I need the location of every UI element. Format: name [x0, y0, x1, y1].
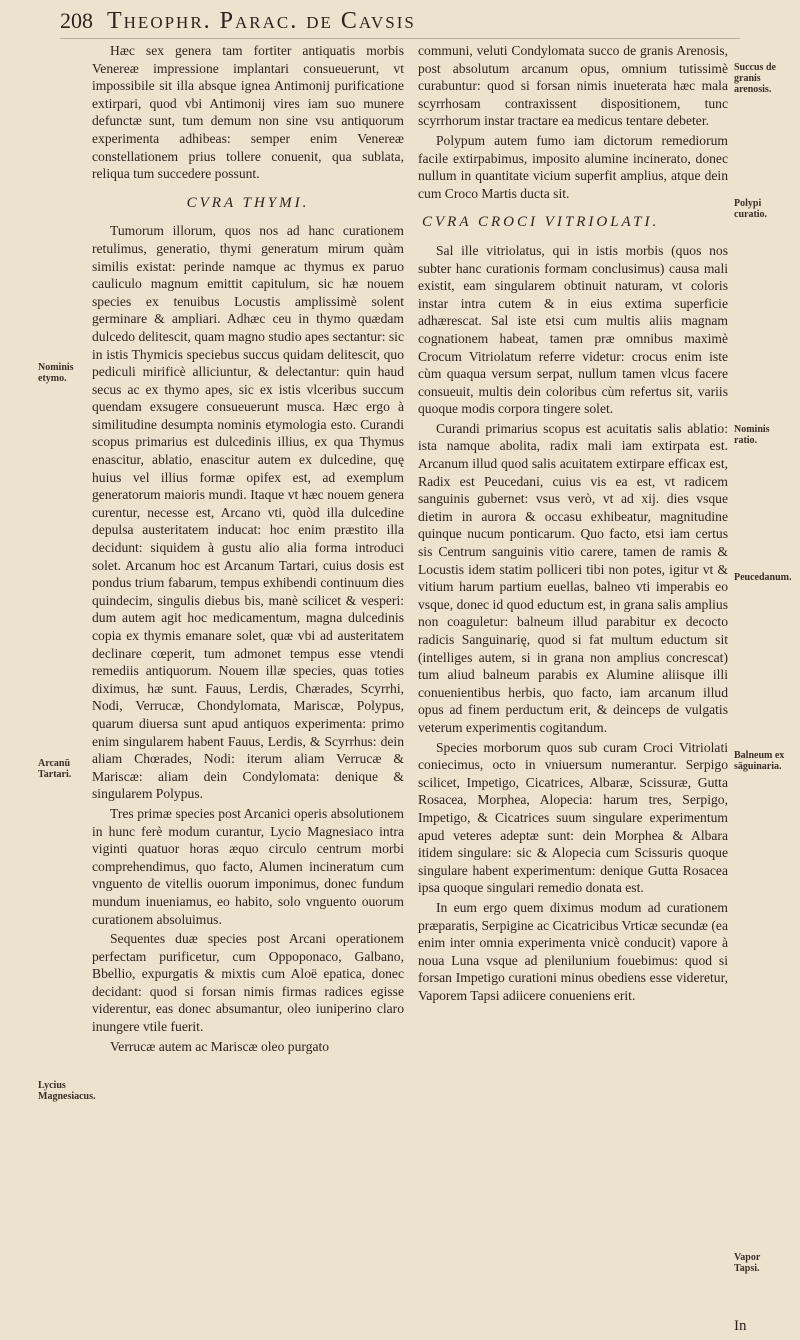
right-paragraph-1: Polypum autem fumo iam dictorum remediorum facile extirpabimus, imposito alumine incinerato, donec nullum in quantitate vicium superfit amplius, atque dein cum Croco Martis ducta sit.: [418, 132, 728, 201]
margin-note-peucedanum: Peucedanum.: [734, 572, 792, 583]
page-number: 208: [60, 8, 93, 33]
right-column: [418, 42, 728, 1006]
left-column: [92, 42, 404, 1057]
left-paragraph-4: Verrucæ autem ac Mariscæ oleo purgato: [110, 1038, 330, 1054]
margin-note-balneum: Balneum ex sāguinaria.: [734, 750, 785, 772]
section-heading-cura-croci: CVRA CROCI VITRIOLATI.: [422, 214, 660, 231]
margin-note-polypi-curatio: Polypi curatio.: [734, 198, 768, 220]
right-paragraph-4: Species morborum quos sub curam Croci Vitriolati coniecimus, octo in vniuersum numerantur. Serpigo scilicet, Impetigo, Cicatrices, Albaræ, Scissuræ, Gutta Rosacea, Morphea, Alopecia: harum tres, Serpigo, Impetigo, & Cicatrices suum singulare experimentum apud veteres adeptæ sunt: dein Morphea & Albara itidem singulare: sic & Alopecia cum Scissuris quoque singulare habent experimentum: denique Gutta Rosacea ipsa quoque singulari remedio donata est.: [418, 739, 728, 896]
left-paragraph-2: Tres primæ species post Arcanici operis absolutionem in hunc ferè modum curantur, Lycio Magnesiaco intra viginti quatuor horas æquo circulo centrum morbi comprehendimus, quo facto, Alumen incineratum cum vnguento de vitellis ouorum imponimus, donec fundum mundum inueniamus, eo habito, solo vnguento ouorum curationem absoluimus.: [92, 805, 404, 927]
left-intro-paragraph: Hæc sex genera tam fortiter antiquatis morbis Venereæ impressione implantari consueuerunt, vt impossibile sit illa absque ignea Antimonij purificatione extirpari, quod vbi Antimonij vires iam suo munere defunctæ sunt, tum demum non sine vsu antiquorum experimenta adhibeas: semper enim Venereæ constellationem prius tollere conuenit, qua sublata, reliqua tum succedere possunt.: [92, 43, 404, 182]
margin-note-lycius: Lycius Magnesiacus.: [38, 1080, 96, 1102]
left-paragraph-3: Sequentes duæ species post Arcani operationem perfectam purificetur, cum Oppoponaco, Galbano, Bbellio, expurgatis & mixtis cum Aloë epatica, donec decidant: quod si forsan nimis firmas radices egisse viderentur, eas donec absumantur, oleo iuniperino claro inungere vtile fuerit.: [92, 931, 404, 1035]
margin-note-nominis-etymo: Nominis etymo.: [38, 362, 74, 384]
right-paragraph-5: In eum ergo quem diximus modum ad curationem præparatis, Serpigine ac Cicatricibus Vrticæ secundæ (ea enim inter omnia experimenta vnicè conducit) vapore à noua Luna vsque ad plenilunium fouebimus: quod si forsan Impetigo curationi minus obediens esse videretur, Vaporem Tapsi adiicere conueniens erit.: [418, 899, 728, 1003]
margin-note-vapor-tapsi: Vapor Tapsi.: [734, 1252, 761, 1274]
margin-note-nominis-ratio: Nominis ratio.: [734, 424, 770, 446]
section-heading-cura-thymi: CVRA THYMI.: [186, 194, 310, 211]
right-paragraph-3: Curandi primarius scopus est acuitatis salis ablatio: ista namque abolita, radix mali iam extirpata est. Arcanum illud quod salis acuitatem extirpare efficax est, Radix est Peucedani, cuius vis ea est, vt radicem sanguinis gubernet: vsus verò, vt ad xij. dies vsque dietim in aurora & occasu exhibeatur, magnitudine quinque nucum ponticarum. Quo facto, etsi iam certus sis Centrum sanguinis vitio carere, tamen de ramis & Locustis idem statim polliceri tibi non potes, igitur vt & vitium harum partium euellas, balneo vti imperabis eo vsque, donec id quod eductum est, in grana salis amplius non coaguletur: balneum illud parabitur ex decocto radicis Sanguinarię, quod si fat multum eductum sit (intelliges autem, si in grana non amplius concrescat) tum aliud balneum parabis ex Alumine aliisque illi conuenientibus herbis, quo facto, iam arcanum illud opus ad finem perductum erit, & deinceps de vulgatis veterum experimentis cogitandum.: [418, 420, 728, 735]
margin-note-succus-granis: Succus de granis arenosis.: [734, 62, 776, 95]
right-paragraph-0: communi, veluti Condylomata succo de granis Arenosis, post absolutum arcanum opus, omnium tutissimè curabuntur: quod si forsan nimis inueterata hæc mala scyrrhosam contraxissent dispositionem, tunc scyrrhorum instar tractare ea medicus tentare debeter.: [418, 43, 728, 129]
running-head: [60, 8, 740, 39]
margin-note-arcanum-tartari: Arcanū Tartari.: [38, 758, 72, 780]
left-paragraph-1: Tumorum illorum, quos nos ad hanc curationem retulimus, generatio, thymi generatum mirum quàm similis existat: perinde namque ac thymus ex paruo cauliculo magnum emittit capitulum, sic hæ nouem species ex tenuibus Locustis amplissimè solent germinare & ampliari. Adhæc ceu in thymo quædam dulcedo delitescit, quam magno studio apes sectantur: sic in istis Thymicis speciebus succus quidam delitescit, quo pediculi mirificè alliciuntur, & delectantur: quin haud secus ac ex thymo apes, sic ex istis vlceribus succum quendam exsugere consueuerunt musca. Hæc ergo à similitudine desumpta nominis etymologia esto. Curandi scopus primarius est dulcedinis illius, ex qua Thymus enascitur, ablatio, enascitur autem ex dulcedine, quę huius vel illius formæ opifex est, ad exemplum generatorum maioris mundi. Itaque vt hæc nouem genera curentur, necesse est, Arcano vti, quòd illa dulcedine depulsa austeritatem inducat: hoc enim præstito illa decidunt: siquidem à gustu alio alia forma introduci solet. Arcanum hoc est Arcanum Tartari, cuius dosis est pondus trium fabarum, tempus exhibendi continuum dies quindecim, singulis diebus bis, manè scilicet & vesperi: dum autem agit hoc medicamentum, magna dulcedinis copia ex thymis emanare solet, quæ vbi ad austeritatem declinare cœperit, tum admonet tempus esse vtendi remediis antiquorum. Nouem illæ species, quas toties diximus, hæ sunt. Fauus, Lerdis, Chærades, Scyrrhi, Nodi, Verrucæ, Chondylomata, Mariscæ, Polypus, quarum diuersa sunt apud antiquos experimenta: primo enim singularem habent Fauus, Lerdis, & Scyrrhus: dein aliam Chœrades, Nodi: iterum aliam Verrucæ & Mariscæ: aliam dein Condylomata: denique & singularem Polypus.: [92, 223, 404, 802]
right-paragraph-2: Sal ille vitriolatus, qui in istis morbis (quos nos subter hanc curationis formam conclusimus) causa mali existit, eam singularem obtinuit naturam, vt coloris instar intra cutem & in eius extima superficie adhærescat. Sal iste etsi cum multis aliis magnam cognationem habeat, tamen præ omnibus maximè Crocum Vitriolatum referre videtur: crocus enim iste cùm quaqua versum serpat, nullum tamen vlcus facere consueuit, multis dein coloribus cùm refertus sit, variis quoque modis corpora tingere solet.: [418, 242, 728, 417]
running-title: Theophr. Parac. de Cavsis: [107, 8, 416, 34]
catchword: In: [734, 1318, 747, 1334]
